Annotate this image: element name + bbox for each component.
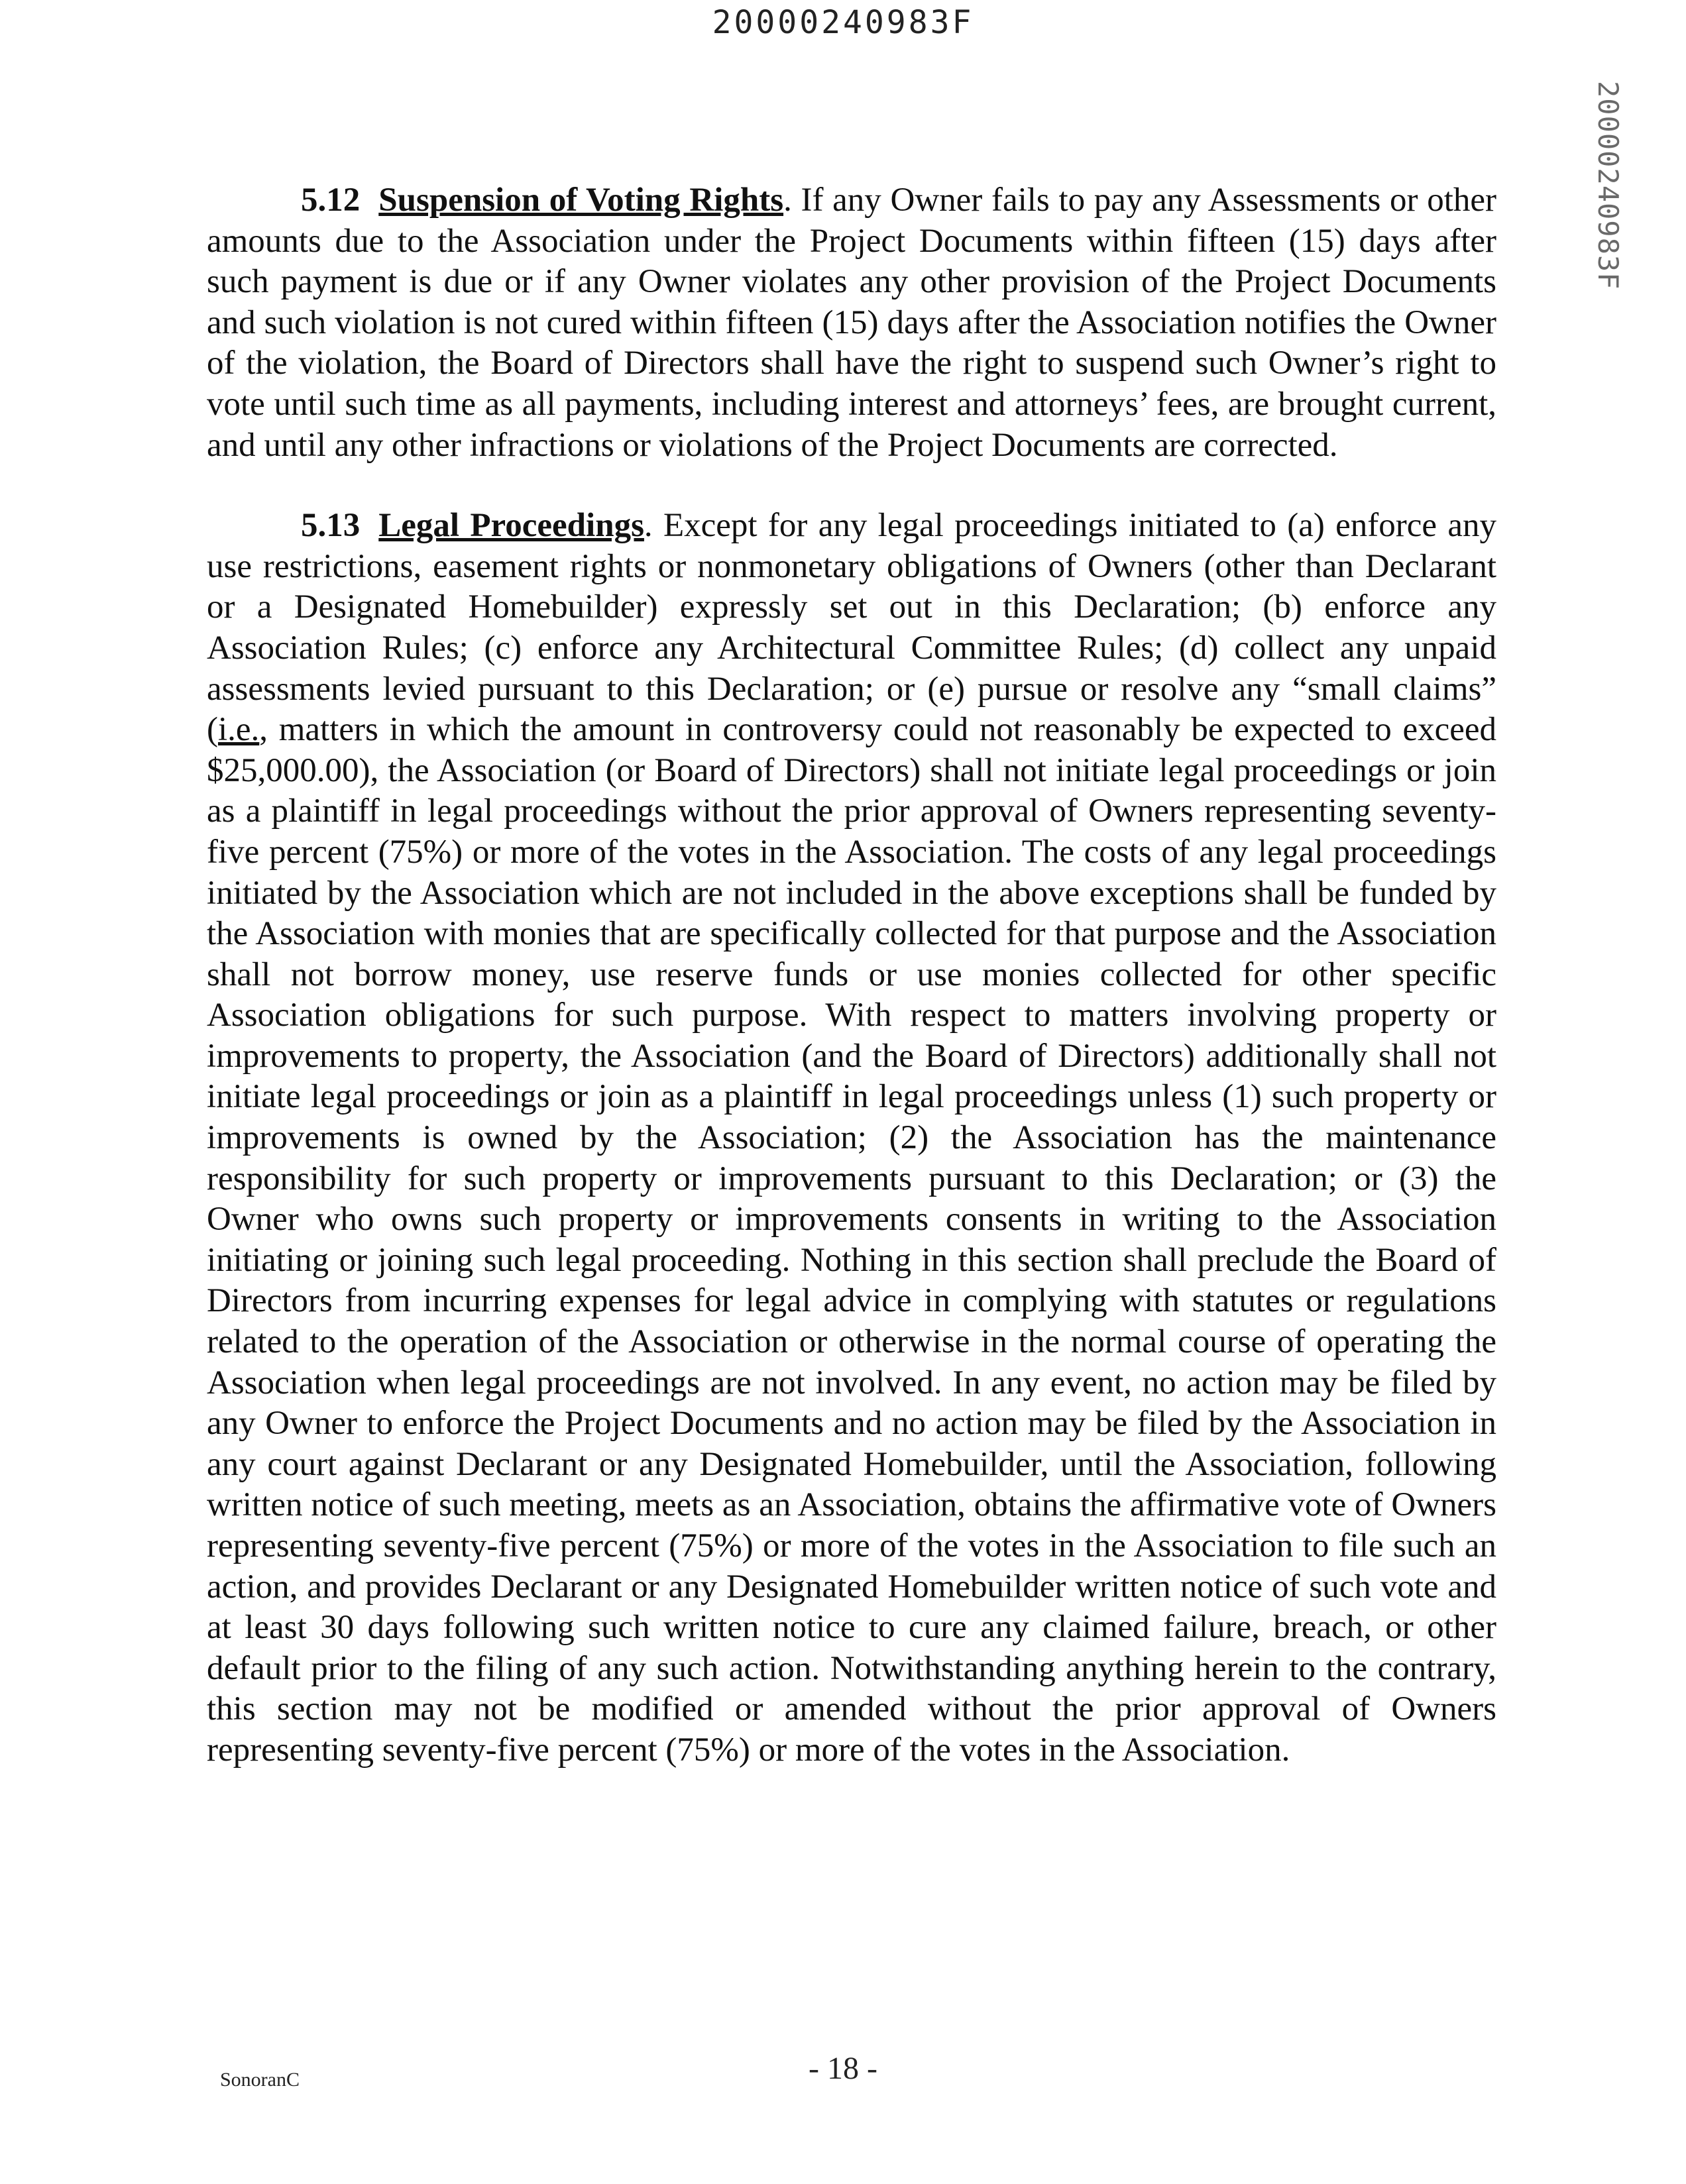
document-body [207, 180, 1496, 1771]
section-title: Legal Proceedings [378, 507, 644, 545]
section-title-end: . [644, 507, 653, 545]
section-body-part-2: , matters in which the amount in controversy could not reasonably be expected to exceed $25,000.00), the Association (or Board of Directors) shall not initiate legal proceedings or join as a plaintiff in legal proceedings without the prior approval of Owners representing seventy-five percent (75%) or more of the votes in the Association. The costs of any legal proceedings initiated by the Association which are not included in the above exceptions shall be funded by the Association with monies that are specifically collected for that purpose and the Association shall not borrow money, use reserve funds or use monies collected for other specific Association obligations for such purpose. With respect to matters involving property or improvements to property, the Association (and the Board of Directors) additionally shall not initiate legal proceedings or join as a plaintiff in legal proceedings unless (1) such property or improvements is owned by the Association; (2) the Association has the maintenance responsibility for such property or improvements pursuant to this Declaration; or (3) the Owner who owns such property or improvements consents in writing to the Association initiating or joining such legal proceeding. Nothing in this section shall preclude the Board of Directors from incurring expenses for legal advice in complying with statutes or regulations related to the operation of the Association or otherwise in the normal course of operating the Association when legal proceedings are not involved. In any event, no action may be filed by any Owner to enforce the Project Documents and no action may be filed by the Association in any court against Declarant or any Designated Homebuilder, until the Association, following written notice of such meeting, meets as an Association, obtains the affirmative vote of Owners representing seventy-five percent (75%) or more of the votes in the Association to file such an action, and provides Declarant or any Designated Homebuilder written notice of such vote and at least 30 days following such written notice to cure any claimed failure, breach, or other default prior to the filing of any such action. Notwithstanding anything herein to the contrary, this section may not be modified or amended without the prior approval of Owners representing seventy-five percent (75%) or more of the votes in the Association. [207, 711, 1496, 1769]
side-stamp-text: 20000240983F [1592, 81, 1624, 290]
section-title: Suspension of Voting Rights [378, 182, 784, 219]
section-title-end: . [783, 182, 792, 219]
page-number: - 18 - [809, 2051, 877, 2086]
side-stamp [1592, 81, 1638, 300]
ie-abbreviation: i.e. [217, 711, 260, 749]
section-body-part-1: Except for any legal proceedings initiated to (a) enforce any use restrictions, easement rights or nonmonetary obligations of Owners (other than Declarant or a Designated Homebuilder) expressly set out in this Declaration; (b) enforce any Association Rules; (c) enforce any Architectural Committee Rules; (d) collect any unpaid assessments levied pursuant to this Declaration; or (e) pursue or resolve any “small claims” ( [207, 507, 1497, 749]
section-number: 5.13 [301, 507, 361, 545]
section-5-12 [207, 180, 1496, 466]
section-5-13 [207, 506, 1496, 1771]
section-body: If any Owner fails to pay any Assessments or other amounts due to the Association under the Project Documents within fifteen (15) days after such payment is due or if any Owner violates any other provision of the Project Documents and such violation is not cured within fifteen (15) days after the Association notifies the Owner of the violation, the Board of Directors shall have the right to suspend such Owner’s right to vote until such time as all payments, including interest and attorneys’ fees, are brought current, and until any other infractions or violations of the Project Documents are corrected. [207, 182, 1496, 464]
section-number: 5.12 [301, 182, 361, 219]
document-number: 20000240983F [712, 4, 974, 41]
footer-document-code: SonoranC [220, 2069, 300, 2091]
